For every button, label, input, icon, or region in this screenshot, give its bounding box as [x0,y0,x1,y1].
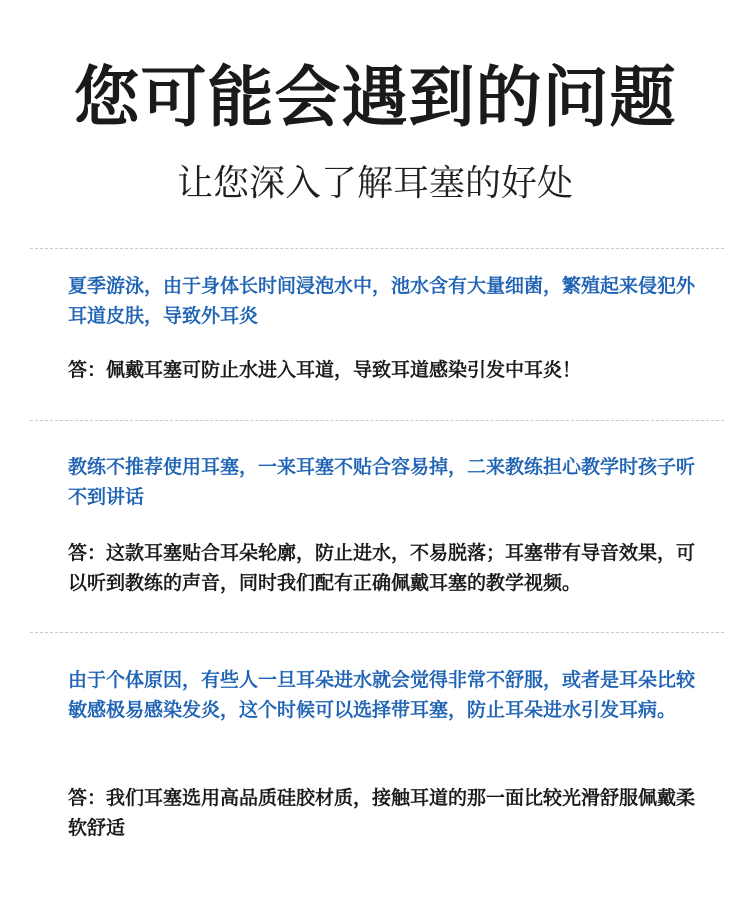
faq-question-2: 教练不推荐使用耳塞，一来耳塞不贴合容易掉，二来教练担心教学时孩子听不到讲话 [68,456,696,508]
faq-answer-2: 答：这款耳塞贴合耳朵轮廓，防止进水，不易脱落；耳塞带有导音效果，可以听到教练的声音，同时我们配有正确佩戴耳塞的教学视频。 [68,542,696,594]
divider [30,632,724,633]
divider [30,248,724,249]
faq-answer-3: 答：我们耳塞选用高品质硅胶材质，接触耳道的那一面比较光滑舒服佩戴柔软舒适 [68,787,696,839]
faq-question-1: 夏季游泳，由于身体长时间浸泡水中，池水含有大量细菌，繁殖起来侵犯外耳道皮肤，导致外耳炎 [68,275,696,327]
divider [30,420,724,421]
page-title: 您可能会遇到的问题 [73,59,677,136]
faq-answer-1: 答：佩戴耳塞可防止水进入耳道，导致耳道感染引发中耳炎！ [68,359,582,381]
faq-question-3: 由于个体原因，有些人一旦耳朵进水就会觉得非常不舒服，或者是耳朵比较敏感极易感染发炎，这个时候可以选择带耳塞，防止耳朵进水引发耳病。 [68,669,696,721]
page-subtitle: 让您深入了解耳塞的好处 [176,163,573,204]
